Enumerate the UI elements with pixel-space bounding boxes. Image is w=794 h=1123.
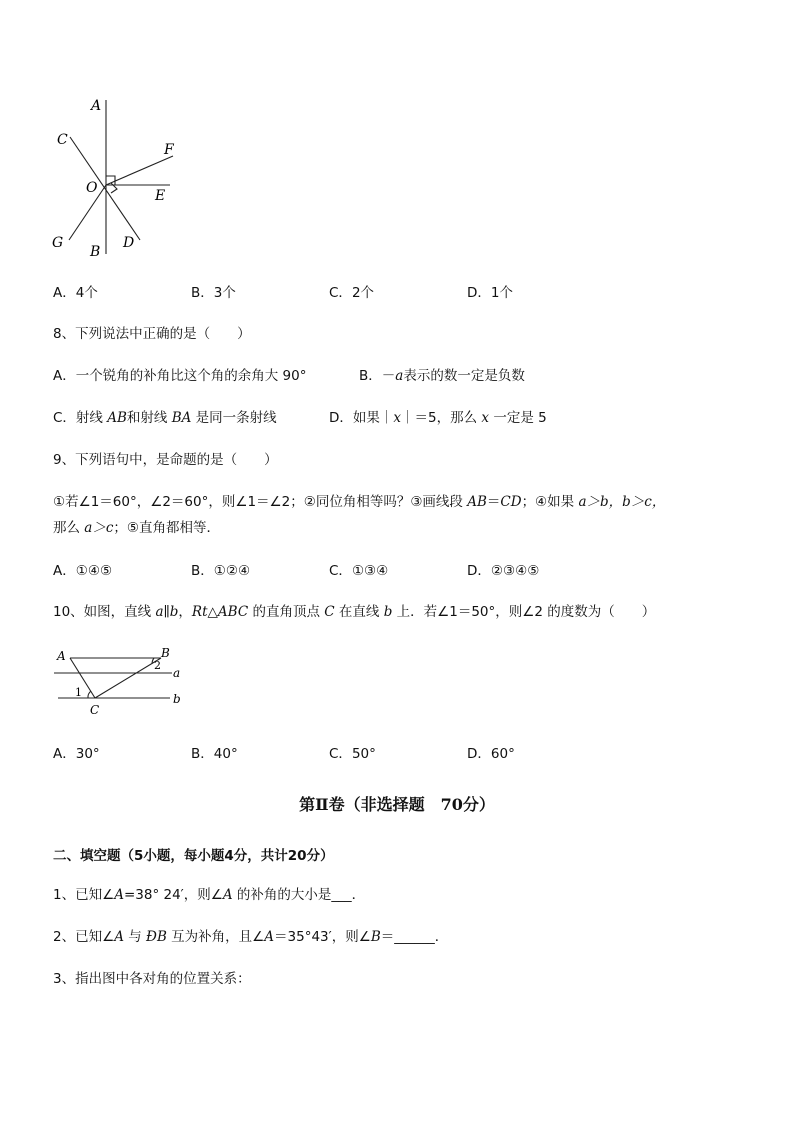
segment-bc [95, 658, 161, 698]
q7-option-a[interactable]: A．4个 [53, 285, 98, 301]
part-2-title: 第Ⅱ卷（非选择题 70分） [299, 795, 495, 814]
q9-option-b[interactable]: B．①②④ [191, 563, 251, 579]
q8-option-a[interactable]: A．一个锐角的补角比这个角的余角大 90° [53, 368, 307, 384]
label-A: A [91, 98, 102, 114]
q9-statement-line-1: ①若∠1＝60°，∠2＝60°，则∠1＝∠2；②同位角相等吗？③画线段 AB＝CD；④如果 a＞b，b＞c， [53, 494, 666, 510]
fill-question-3: 3、指出图中各对角的位置关系： [53, 971, 251, 987]
q10-option-d[interactable]: D．60° [467, 746, 515, 762]
q7-option-d[interactable]: D．1个 [467, 285, 513, 301]
label-1: 1 [75, 686, 82, 699]
line-of [106, 156, 173, 185]
label-D: D [123, 235, 135, 251]
q8-option-b[interactable]: B．－a表示的数一定是负数 [359, 368, 525, 384]
angle-1-arc [88, 691, 91, 698]
q9-option-a[interactable]: A．①④⑤ [53, 563, 113, 579]
label-b: b [173, 692, 181, 706]
fill-section-title: 二、填空题（5小题，每小题4分，共计20分） [53, 848, 334, 864]
q9-option-d[interactable]: D．②③④⑤ [467, 563, 540, 579]
q8-option-d[interactable]: D．如果｜x｜＝5，那么 x 一定是 5 [329, 410, 547, 426]
q9-stem: 9、下列语句中，是命题的是（ ） [53, 452, 278, 468]
segment-ac [70, 658, 95, 698]
label-A: A [57, 649, 66, 663]
label-G: G [52, 235, 64, 251]
q9-option-c[interactable]: C．①③④ [329, 563, 389, 579]
label-C: C [57, 132, 68, 148]
label-O: O [86, 180, 98, 196]
q7-option-c[interactable]: C．2个 [329, 285, 375, 301]
label-B: B [161, 646, 170, 660]
q8-option-c[interactable]: C．射线 AB和射线 BA 是同一条射线 [53, 410, 277, 426]
fill-question-2: 2、已知∠A 与 ÐB 互为补角，且∠A＝35°43′，则∠B＝______． [53, 929, 449, 945]
q7-option-b[interactable]: B．3个 [191, 285, 236, 301]
q9-statement-line-2: 那么 a＞c；⑤直角都相等． [53, 520, 221, 536]
q10-stem: 10、如图，直线 a∥b，Rt△ABC 的直角顶点 C 在直线 b 上．若∠1＝50°，则∠2 的度数为（ ） [53, 604, 656, 620]
label-a: a [173, 666, 181, 680]
parallel-lines-figure [48, 643, 188, 718]
angle-figure [45, 92, 185, 262]
label-F: F [164, 142, 174, 158]
line-cd [70, 137, 140, 240]
q10-option-b[interactable]: B．40° [191, 746, 238, 762]
label-C: C [90, 703, 100, 717]
label-2: 2 [154, 659, 161, 672]
q10-option-c[interactable]: C．50° [329, 746, 376, 762]
q10-option-a[interactable]: A．30° [53, 746, 100, 762]
fill-question-1: 1、已知∠A=38° 24′，则∠A 的补角的大小是___． [53, 887, 366, 903]
label-E: E [155, 188, 166, 204]
q8-stem: 8、下列说法中正确的是（ ） [53, 326, 251, 342]
label-B: B [90, 244, 101, 260]
